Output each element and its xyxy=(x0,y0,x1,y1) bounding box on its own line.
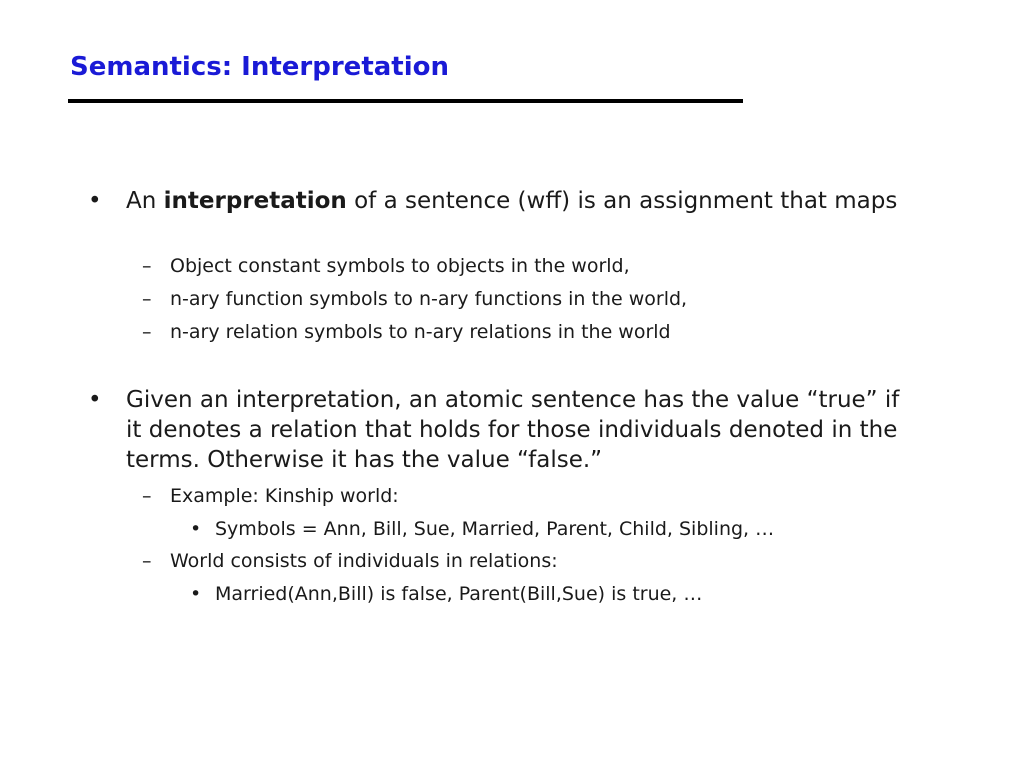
sub-bullet-text: Object constant symbols to objects in the world, xyxy=(170,255,630,277)
title-underline xyxy=(68,99,743,103)
sub-sub-bullet-marker: • xyxy=(190,583,202,605)
bullet-text-suffix: of a sentence (wff) is an assignment that maps xyxy=(346,188,898,214)
bullet-text-prefix: An xyxy=(126,188,164,214)
sub-sub-bullet-text: Married(Ann,Bill) is false, Parent(Bill,Sue) is true, … xyxy=(215,583,703,605)
sub-bullet-text: Example: Kinship world: xyxy=(170,485,399,507)
sub-bullet-text: n-ary relation symbols to n-ary relations in the world xyxy=(170,321,671,343)
sub-bullet-text: World consists of individuals in relations: xyxy=(170,550,558,572)
sub-bullet-marker: – xyxy=(142,288,152,310)
slide-title: Semantics: Interpretation xyxy=(70,52,450,82)
sub-bullet-marker: – xyxy=(142,321,152,343)
bullet-marker: • xyxy=(88,188,102,214)
bullet-text-bold: interpretation xyxy=(163,188,347,214)
sub-bullet-marker: – xyxy=(142,550,152,572)
sub-bullet-marker: – xyxy=(142,255,152,277)
bullet-text: Given an interpretation, an atomic sentence has the value “true” if it denotes a relation that holds for those individuals denoted in the terms. Otherwise it has the value “false.” xyxy=(126,387,900,473)
sub-bullet-marker: – xyxy=(142,485,152,507)
sub-bullet-text: n-ary function symbols to n-ary functions in the world, xyxy=(170,288,688,310)
sub-sub-bullet-text: Symbols = Ann, Bill, Sue, Married, Parent, Child, Sibling, … xyxy=(215,518,775,540)
sub-sub-bullet-marker: • xyxy=(190,518,202,540)
bullet-text xyxy=(126,186,926,216)
bullet-marker: • xyxy=(88,387,102,413)
